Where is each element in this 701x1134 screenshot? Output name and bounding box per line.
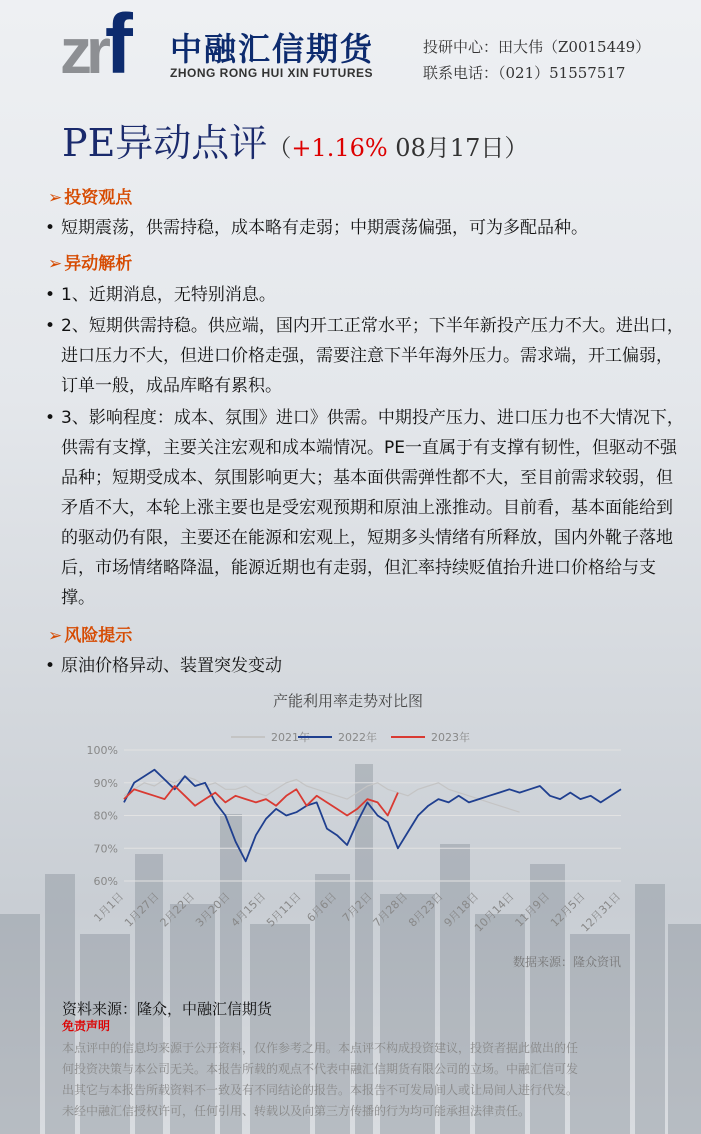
source-line: 资料来源：隆众，中融汇信期货 <box>62 1000 273 1018</box>
researcher-line: 投研中心：田大伟（Z0015449） <box>423 38 651 56</box>
list-item: • 原油价格异动、装置突发变动 <box>45 651 685 681</box>
x-tick-label: 3月20日 <box>193 889 233 930</box>
phone-line: 联系电话：（021）51557517 <box>423 64 626 82</box>
y-axis <box>87 744 621 888</box>
disclaimer-heading: 免责声明 <box>62 1019 111 1033</box>
logo-name-en: ZHONG RONG HUI XIN FUTURES <box>170 66 374 80</box>
chart-legend <box>231 730 470 744</box>
x-axis <box>91 890 623 935</box>
title-paren-close: ） <box>504 134 529 162</box>
section-heading-analysis: ➢ 异动解析 <box>48 254 133 274</box>
y-tick-label: 70% <box>93 842 118 856</box>
x-tick-label: 11月9日 <box>512 889 553 930</box>
x-tick-label: 4月15日 <box>228 889 269 930</box>
disclaimer-line: 未经中融汇信授权许可，任何引用、转载以及向第三方传播的行为均可能承担法律责任。 <box>62 1104 531 1118</box>
arrow-icon: ➢ <box>48 188 63 208</box>
y-tick-label: 80% <box>93 809 118 823</box>
arrow-icon: ➢ <box>48 626 63 646</box>
y-tick-label: 60% <box>93 875 118 888</box>
contact-info <box>423 34 650 86</box>
title-paren-open: （ <box>267 134 292 162</box>
legend-entry: 2023年 <box>431 731 470 744</box>
x-tick-label: 8月23日 <box>406 889 446 930</box>
list-item: • 短期震荡，供需持稳，成本略有走弱；中期震荡偏强，可为多配品种。 <box>45 213 685 243</box>
chart-source-note: 数据来源：隆众资讯 <box>512 955 621 969</box>
x-tick-label: 7月2日 <box>339 889 375 925</box>
y-tick-label: 100% <box>86 744 118 757</box>
chart-title: 产能利用率走势对比图 <box>272 692 424 710</box>
logo-name-cn: 中融汇信期货 <box>170 30 375 68</box>
x-tick-label: 2月22日 <box>157 889 198 930</box>
section-heading-view: ➢ 投资观点 <box>48 188 133 208</box>
x-tick-label: 9月18日 <box>441 889 482 930</box>
bullet-icon: • <box>45 408 56 428</box>
company-logo <box>60 0 380 91</box>
x-tick-label: 1月1日 <box>91 889 127 925</box>
x-tick-label: 5月11日 <box>264 889 304 930</box>
capacity-utilization-chart <box>76 684 646 974</box>
title-main: PE异动点评 <box>62 121 268 165</box>
bullet-icon: • <box>45 656 56 676</box>
x-tick-label: 12月5日 <box>548 889 588 930</box>
x-tick-label: 10月14日 <box>472 889 517 935</box>
bullet-icon: • <box>45 218 56 238</box>
legend-entry: 2022年 <box>338 731 377 744</box>
x-tick-label: 12月31日 <box>578 889 624 935</box>
logo-mark: zrf <box>60 0 127 91</box>
title-change-pct: +1.16% <box>291 134 388 162</box>
y-tick-label: 90% <box>93 776 118 790</box>
disclaimer-line: 出其它与本报告所载资料不一致及有不同结论的报告。本报告不可发局间人或让局间人进行代发。 <box>62 1083 579 1097</box>
disclaimer-text <box>62 1038 662 1122</box>
title-date: 08月17日 <box>387 134 505 162</box>
bullet-icon: • <box>45 316 56 336</box>
section-heading-risk: ➢ 风险提示 <box>48 626 133 646</box>
legend-entry: 2021年 <box>271 731 310 744</box>
x-tick-label: 7月28日 <box>370 889 411 930</box>
bullet-icon: • <box>45 285 56 305</box>
list-item: • 3、影响程度：成本、氛围》进口》供需。中期投产压力、进口压力也不大情况下，供需有支撑，主要关注宏观和成本端情况。PE一直属于有支撑有韧性，但驱动不强品种；短期受成本、氛围影响更大；基本面供需弹性都不大，至目前需求较弱，但矛盾不大，本轮上涨主要也是受宏观预期和原油上涨推动。目前看，基本面能给到的驱动仍有限，主要还在能源和宏观上，短期多头情绪有所释放，国内外靴子落地后，市场情绪略降温，能源近期也有走弱，但汇率持续贬值抬升进口价格给与支撑。 <box>45 403 685 613</box>
disclaimer-line: 本点评中的信息均来源于公开资料，仅作参考之用。本点评不构成投资建议，投资者据此做出的任 <box>62 1041 579 1055</box>
series-line-2 <box>124 786 398 816</box>
arrow-icon: ➢ <box>48 254 63 274</box>
disclaimer-line: 何投资决策与本公司无关。本报告所载的观点不代表中融汇信期货有限公司的立场。中融汇信可发 <box>62 1062 579 1076</box>
list-item: • 1、近期消息，无特别消息。 <box>45 280 685 310</box>
list-item: • 2、短期供需持稳。供应端，国内开工正常水平；下半年新投产压力不大。进出口，进口压力不大，但进口价格走强，需要注意下半年海外压力。需求端，开工偏弱，订单一般，成品库略有累积。 <box>45 311 685 401</box>
page-title <box>62 112 528 167</box>
x-tick-label: 1月27日 <box>122 889 162 930</box>
x-tick-label: 6月6日 <box>304 889 340 925</box>
